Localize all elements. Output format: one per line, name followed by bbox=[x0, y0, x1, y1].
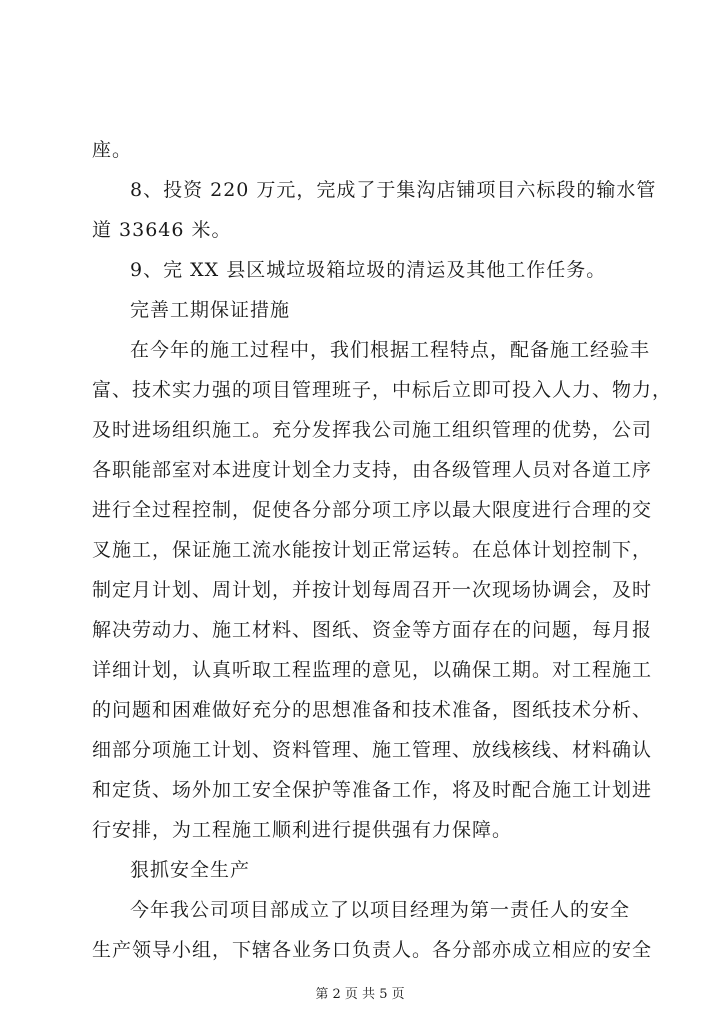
text-line: 今年我公司项目部成立了以项目经理为第一责任人的安全 bbox=[130, 899, 631, 921]
page-footer: 第 2 页 共 5 页 bbox=[315, 987, 405, 1002]
text-line: 9、完 XX 县区城垃圾箱垃圾的清运及其他工作任务。 bbox=[130, 259, 607, 281]
text-line: 8、投资 220 万元，完成了于集沟店铺项目六标段的输水管 bbox=[130, 179, 657, 201]
text-line: 叉施工，保证施工流水能按计划正常运转。在总体计划控制下， bbox=[92, 539, 653, 561]
section-heading: 完善工期保证措施 bbox=[130, 299, 291, 321]
text-line: 细部分项施工计划、资料管理、施工管理、放线核线、材料确认 bbox=[92, 739, 653, 761]
text-line: 进行全过程控制，促使各分部分项工序以最大限度进行合理的交 bbox=[92, 499, 653, 521]
text-line: 座。 bbox=[92, 139, 133, 161]
text-line: 行安排，为工程施工顺利进行提供强有力保障。 bbox=[92, 819, 513, 841]
section-heading: 狠抓安全生产 bbox=[130, 859, 251, 881]
text-line: 的问题和困难做好充分的思想准备和技术准备，图纸技术分析、 bbox=[92, 699, 653, 721]
text-line: 详细计划，认真听取工程监理的意见，以确保工期。对工程施工 bbox=[92, 659, 653, 681]
text-line: 道 33646 米。 bbox=[92, 219, 232, 241]
text-line: 制定月计划、周计划，并按计划每周召开一次现场协调会，及时 bbox=[92, 579, 653, 601]
text-line: 富、技术实力强的项目管理班子，中标后立即可投入人力、物力， bbox=[92, 379, 673, 401]
text-line: 生产领导小组，下辖各业务口负责人。各分部亦成立相应的安全 bbox=[92, 939, 653, 961]
text-line: 及时进场组织施工。充分发挥我公司施工组织管理的优势，公司 bbox=[92, 419, 653, 441]
text-line: 和定货、场外加工安全保护等准备工作，将及时配合施工计划进 bbox=[92, 779, 653, 801]
text-line: 各职能部室对本进度计划全力支持，由各级管理人员对各道工序 bbox=[92, 459, 653, 481]
text-line: 在今年的施工过程中，我们根据工程特点，配备施工经验丰 bbox=[130, 339, 651, 361]
text-line: 解决劳动力、施工材料、图纸、资金等方面存在的问题，每月报 bbox=[92, 619, 653, 641]
